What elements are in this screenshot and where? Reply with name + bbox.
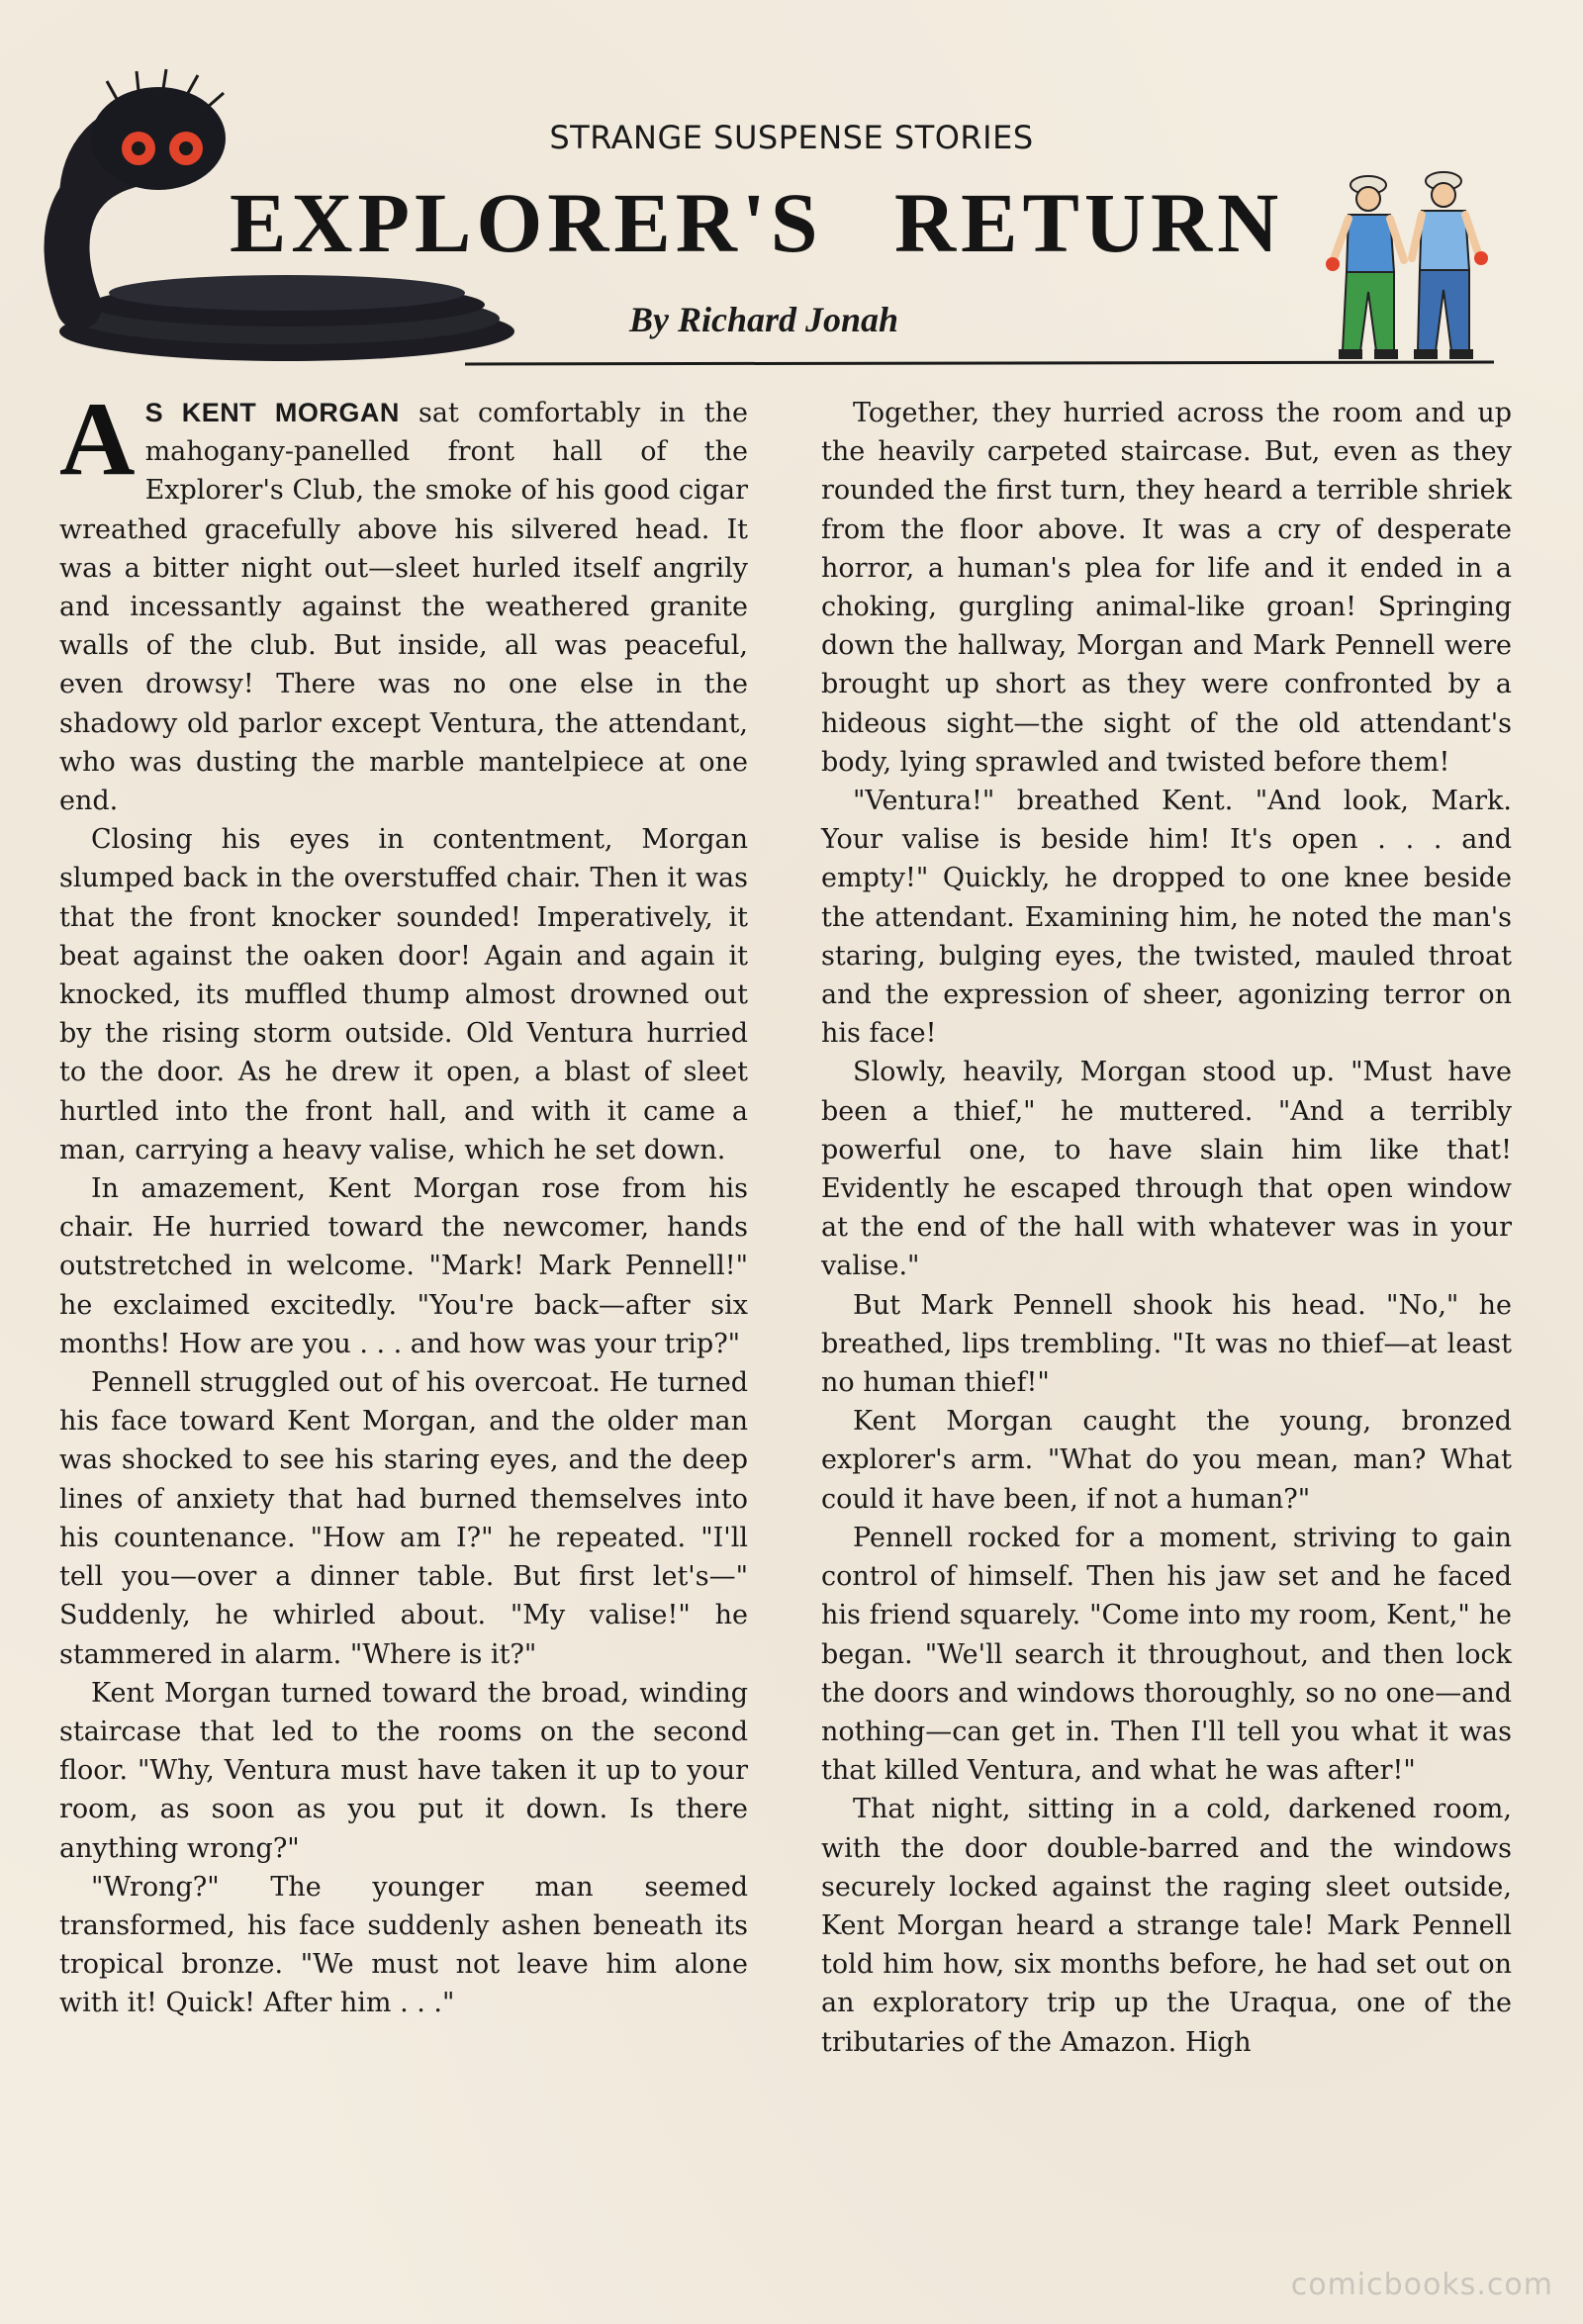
watermark: comicbooks.com: [1290, 2268, 1553, 2302]
story-paragraph: Closing his eyes in contentment, Morgan slumped back in the overstuffed chair. Then it was that the front knocker sounded! Imperatively, it beat against the oaken door! Again and again it knocked, its muffled thump almost drowned out by the rising storm outside. Old Ventura hurried to the door. As he drew it open, a blast of sleet hurtled into the front hall, and with it came a man, carrying a heavy valise, which he set down.: [59, 824, 748, 1165]
story-column-right: [821, 394, 1512, 2062]
story-paragraph: That night, sitting in a cold, darkened room, with the door double-barred and the windows securely locked against the raging sleet outside, Kent Morgan heard a strange tale! Mark Pennell told him how, six months before, he had set out on an exploratory trip up the Uraqua, one of the tributaries of the Amazon. High: [821, 1794, 1512, 2058]
story-header: [0, 0, 1583, 376]
story-paragraph: Kent Morgan caught the young, bronzed explorer's arm. "What do you mean, man? What could it have been, if not a human?": [821, 1406, 1512, 1515]
story-paragraph: Slowly, heavily, Morgan stood up. "Must have been a thief," he muttered. "And a terribly powerful one, to have slain him like that! Evidently he escaped through that open window at the end of the hall with whatever was in your valise.": [821, 1057, 1512, 1282]
story-lead: S KENT MORGAN: [144, 398, 400, 427]
series-title: STRANGE SUSPENSE STORIES: [549, 119, 1034, 156]
explorers-illustration-icon: [1321, 163, 1489, 371]
header-rule: [465, 358, 1494, 370]
story-paragraph: Pennell struggled out of his overcoat. He turned his face toward Kent Morgan, and the older man was shocked to see his staring eyes, and the deep lines of anxiety that had burned themselves into his countenance. "How am I?" he repeated. "I'll tell you—over a dinner table. But first let's—" Suddenly, he whirled about. "My valise!" he stammered in alarm. "Where is it?": [59, 1367, 748, 1670]
drop-cap: A: [59, 381, 136, 497]
story-paragraph: But Mark Pennell shook his head. "No," he breathed, lips trembling. "It was no thief—at least no human thief!": [821, 1289, 1512, 1399]
story-paragraph: Pennell rocked for a moment, striving to gain control of himself. Then his jaw set and he faced his friend squarely. "Come into my room, Kent," he began. "We'll search it throughout, and then lock the doors and windows thoroughly, so no one—and nothing—can get in. Then I'll tell you what it was that killed Ventura, and what he was after!": [821, 1522, 1512, 1787]
story-byline: By Richard Jonah: [629, 300, 899, 339]
story-title: EXPLORER'S RETURN: [230, 175, 1284, 270]
story-paragraph: Kent Morgan turned toward the broad, winding staircase that led to the rooms on the second floor. "Why, Ventura must have taken it up to your room, as soon as you put it down. Is there anything wrong?": [59, 1677, 748, 1864]
story-paragraph: In amazement, Kent Morgan rose from his chair. He hurried toward the newcomer, hands outstretched in welcome. "Mark! Mark Pennell!" he exclaimed excitedly. "You're back—after six months! How are you . . . and how was your trip?": [59, 1173, 748, 1359]
story-column-left: [59, 381, 748, 2023]
story-paragraph: "Ventura!" breathed Kent. "And look, Mark. Your valise is beside him! It's open . . . and empty!" Quickly, he dropped to one knee beside the attendant. Examining him, he noted the man's staring, bulging eyes, the twisted, mauled throat and the expression of sheer, agonizing terror on his face!: [821, 786, 1512, 1050]
story-paragraph: A S KENT MORGAN sat comfortably in the mahogany-panelled front hall of the Explorer's Club, the smoke of his good cigar wreathed gracefully above his silvered head. It was a bitter night out—sleet hurled itself angrily and incessantly against the weathered granite walls of the club. But inside, all was peaceful, even drowsy! There was no one else in the shadowy old parlor except Ventura, the attendant, who was dusting the marble mantelpiece at one end.: [59, 381, 748, 817]
story-paragraph: "Wrong?" The younger man seemed transformed, his face suddenly ashen beneath its tropical bronze. "We must not leave him alone with it! Quick! After him . . .": [59, 1871, 748, 2019]
story-paragraph: Together, they hurried across the room and up the heavily carpeted staircase. But, even as they rounded the first turn, they heard a terrible shriek from the floor above. It was a cry of desperate horror, a human's plea for life and it ended in a choking, gurgling animal-like groan! Springing down the hallway, Morgan and Mark Pennell were brought up short as they were confronted by a hideous sight—the sight of the old attendant's body, lying sprawled and twisted before them!: [821, 398, 1512, 778]
